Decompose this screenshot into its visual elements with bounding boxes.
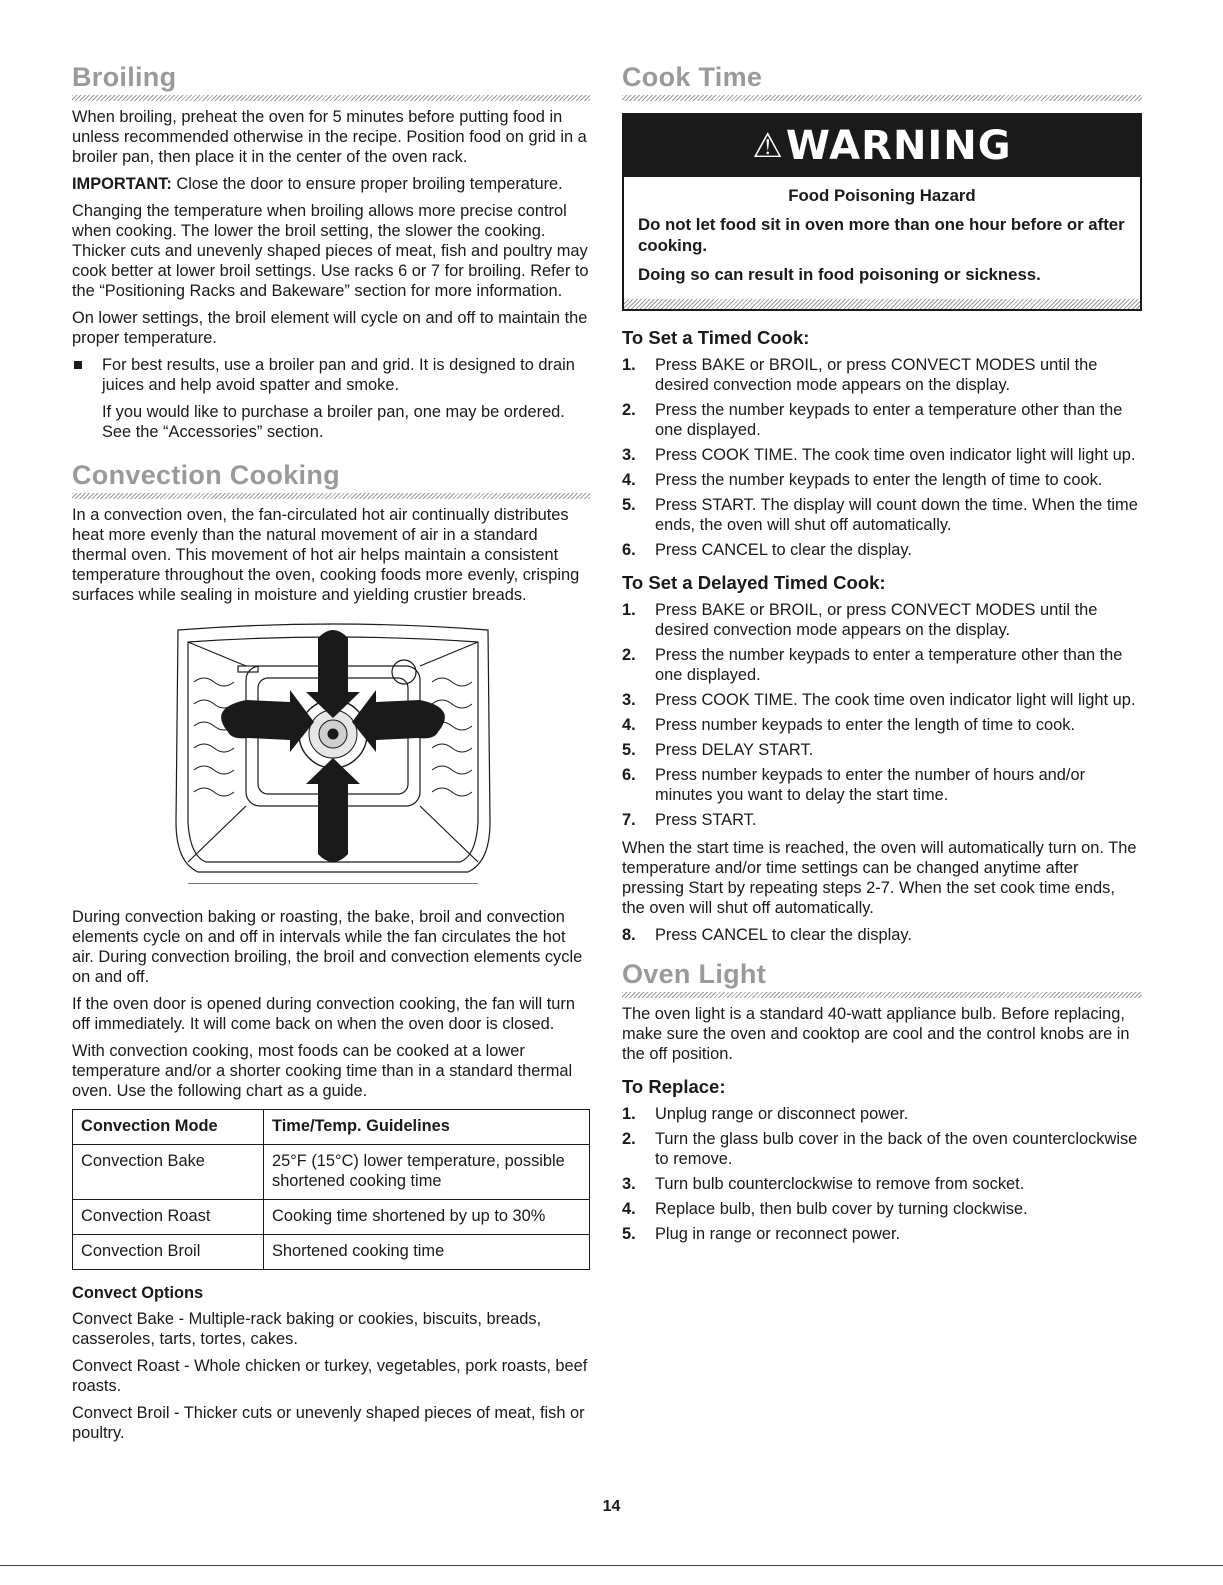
list-item (622, 600, 1142, 640)
right-column (622, 62, 1142, 1252)
warning-body (624, 177, 1140, 299)
replace-title: To Replace: (622, 1076, 726, 1097)
list-item (622, 1174, 1142, 1194)
convect-options-title: Convect Options (72, 1284, 204, 1302)
bullet-square-icon (74, 361, 82, 369)
step-text: Press COOK TIME. The cook time oven indicator light will light up. (655, 446, 1136, 464)
list-item (622, 1129, 1142, 1169)
step-number: 3. (622, 446, 636, 464)
important-paragraph (72, 174, 590, 194)
list-item (622, 810, 1142, 830)
bullet-item (72, 355, 590, 395)
convect-option: Convect Bake - Multiple-rack baking or cookies, biscuits, breads, casseroles, tarts, tortes, cakes. (72, 1310, 542, 1348)
warning-header (624, 115, 1140, 177)
list-item (622, 400, 1142, 440)
table-cell: Shortened cooking time (264, 1235, 590, 1270)
delayed-cook-final-step (622, 925, 1142, 945)
step-text: Press number keypads to enter the length of time to cook. (655, 716, 1076, 734)
left-column (72, 62, 590, 1450)
step-text: Press CANCEL to clear the display. (655, 541, 912, 559)
step-number: 4. (622, 1200, 636, 1218)
oven-light-title: Oven Light (622, 959, 766, 989)
table-header: Convection Mode (73, 1110, 264, 1145)
list-item (622, 715, 1142, 735)
section-rule (72, 95, 590, 101)
table-row (73, 1145, 590, 1200)
step-text: Press START. The display will count down the time. When the time ends, the oven will shut off automatically. (655, 496, 1138, 534)
convect-option: Convect Broil - Thicker cuts or unevenly shaped pieces of meat, fish or poultry. (72, 1404, 585, 1442)
warning-line: Doing so can result in food poisoning or sickness. (638, 265, 1041, 284)
replace-steps (622, 1104, 1142, 1244)
important-label: IMPORTANT: (72, 175, 172, 193)
list-item (622, 495, 1142, 535)
convection-paragraph: With convection cooking, most foods can be cooked at a lower temperature and/or a shorter cooking time than in a standard thermal oven. Use the following chart as a guide. (72, 1042, 573, 1100)
step-text: Press the number keypads to enter a temperature other than the one displayed. (655, 401, 1123, 439)
step-text: Press the number keypads to enter the length of time to cook. (655, 471, 1103, 489)
broiling-paragraph: On lower settings, the broil element will cycle on and off to maintain the proper temperature. (72, 309, 588, 347)
step-text: Replace bulb, then bulb cover by turning clockwise. (655, 1200, 1028, 1218)
section-rule (622, 95, 1142, 101)
bullet-text: For best results, use a broiler pan and grid. It is designed to drain juices and help avoid spatter and smoke. (102, 356, 575, 394)
list-item (622, 1224, 1142, 1244)
table-row (73, 1200, 590, 1235)
step-number: 8. (622, 926, 636, 944)
list-item (622, 925, 1142, 945)
convect-option: Convect Roast - Whole chicken or turkey, vegetables, pork roasts, beef roasts. (72, 1357, 588, 1395)
list-item (622, 355, 1142, 395)
broiling-paragraph: Changing the temperature when broiling allows more precise control when cooking. The lower the broil setting, the slower the cooking. Thicker cuts and unevenly shaped pieces of meat, fish and poultry may cook better at lower broil settings. Use racks 6 or 7 for broiling. Refer to the “Positioning Racks and Bakeware” section for more information. (72, 202, 589, 300)
step-number: 4. (622, 716, 636, 734)
step-number: 1. (622, 1105, 636, 1123)
step-number: 4. (622, 471, 636, 489)
step-number: 5. (622, 741, 636, 759)
step-number: 6. (622, 541, 636, 559)
step-number: 2. (622, 401, 636, 419)
step-text: Turn bulb counterclockwise to remove from socket. (655, 1175, 1025, 1193)
list-item (622, 740, 1142, 760)
convection-oven-diagram (168, 622, 498, 884)
step-number: 1. (622, 356, 636, 374)
section-rule (622, 992, 1142, 998)
warning-heading: WARNING (785, 123, 1012, 169)
page-number: 14 (602, 1498, 621, 1515)
step-number: 2. (622, 646, 636, 664)
step-text: Press DELAY START. (655, 741, 814, 759)
warning-box (622, 113, 1142, 311)
step-number: 3. (622, 1175, 636, 1193)
cook-time-title: Cook Time (622, 62, 763, 92)
warning-line: Do not let food sit in oven more than one hour before or after cooking. (638, 215, 1125, 255)
warning-hazard: Food Poisoning Hazard (788, 186, 976, 205)
important-text: Close the door to ensure proper broiling temperature. (171, 175, 563, 193)
step-text: Press START. (655, 811, 757, 829)
list-item (622, 1104, 1142, 1124)
convection-paragraph: If the oven door is opened during convection cooking, the fan will turn off immediately. It will come back on when the oven door is closed. (72, 995, 575, 1033)
step-text: Press BAKE or BROIL, or press CONVECT MODES until the desired convection mode appears on the display. (655, 356, 1098, 394)
step-number: 6. (622, 766, 636, 784)
step-text: Press number keypads to enter the number of hours and/or minutes you want to delay the start time. (655, 766, 1086, 804)
list-item (622, 1199, 1142, 1219)
list-item (622, 470, 1142, 490)
step-number: 5. (622, 1225, 636, 1243)
step-number: 3. (622, 691, 636, 709)
delayed-cook-title: To Set a Delayed Timed Cook: (622, 572, 886, 593)
timed-cook-steps (622, 355, 1142, 560)
table-cell: Convection Roast (73, 1200, 264, 1235)
oven-light-paragraph: The oven light is a standard 40-watt appliance bulb. Before replacing, make sure the oven and cooktop are cool and the control knobs are in the off position. (622, 1005, 1130, 1063)
table-cell: Cooking time shortened by up to 30% (264, 1200, 590, 1235)
step-text: Turn the glass bulb cover in the back of the oven counterclockwise to remove. (655, 1130, 1138, 1168)
table-row (73, 1235, 590, 1270)
list-item (622, 645, 1142, 685)
delayed-cook-steps (622, 600, 1142, 830)
table-cell: 25°F (15°C) lower temperature, possible shortened cooking time (264, 1145, 590, 1200)
step-number: 5. (622, 496, 636, 514)
step-text: Press CANCEL to clear the display. (655, 926, 912, 944)
list-item (622, 690, 1142, 710)
bottom-rule (0, 1565, 1223, 1566)
broiling-paragraph: When broiling, preheat the oven for 5 minutes before putting food in unless recommended otherwise in the recipe. Position food on grid in a broiler pan, then place it in the center of the oven rack. (72, 108, 587, 166)
broiling-title: Broiling (72, 62, 177, 92)
table-cell: Convection Bake (73, 1145, 264, 1200)
convection-paragraph: In a convection oven, the fan-circulated hot air continually distributes heat more evenly than the natural movement of air in a standard thermal oven. This movement of hot air helps maintain a consistent temperature throughout the oven, cooking foods more evenly, crisping surfaces while sealing in moisture and yielding crustier breads. (72, 506, 580, 604)
table-header: Time/Temp. Guidelines (264, 1110, 590, 1145)
step-text: Unplug range or disconnect power. (655, 1105, 909, 1123)
convection-paragraph: During convection baking or roasting, the bake, broil and convection elements cycle on and off in intervals while the fan circulates the hot air. During convection broiling, the broil and convection elements cycle on and off. (72, 908, 583, 986)
list-item (622, 765, 1142, 805)
convection-title: Convection Cooking (72, 460, 340, 490)
bullet-note: If you would like to purchase a broiler pan, one may be ordered. See the “Accessories” section. (102, 403, 565, 441)
section-rule (72, 493, 590, 499)
step-text: Plug in range or reconnect power. (655, 1225, 901, 1243)
table-cell: Convection Broil (73, 1235, 264, 1270)
warning-triangle-icon: ⚠ (752, 126, 784, 166)
step-number: 7. (622, 811, 636, 829)
delayed-note: When the start time is reached, the oven will automatically turn on. The temperature and/or time settings can be changed anytime after pressing Start by repeating steps 2-7. When the set cook time ends, the oven will shut off automatically. (622, 839, 1137, 917)
step-number: 2. (622, 1130, 636, 1148)
step-number: 1. (622, 601, 636, 619)
warning-footer-pattern (624, 299, 1140, 309)
timed-cook-title: To Set a Timed Cook: (622, 327, 810, 348)
table-header-row (73, 1110, 590, 1145)
step-text: Press the number keypads to enter a temperature other than the one displayed. (655, 646, 1123, 684)
convection-guidelines-table (72, 1109, 590, 1270)
step-text: Press BAKE or BROIL, or press CONVECT MODES until the desired convection mode appears on the display. (655, 601, 1098, 639)
step-text: Press COOK TIME. The cook time oven indicator light will light up. (655, 691, 1136, 709)
list-item (622, 445, 1142, 465)
list-item (622, 540, 1142, 560)
